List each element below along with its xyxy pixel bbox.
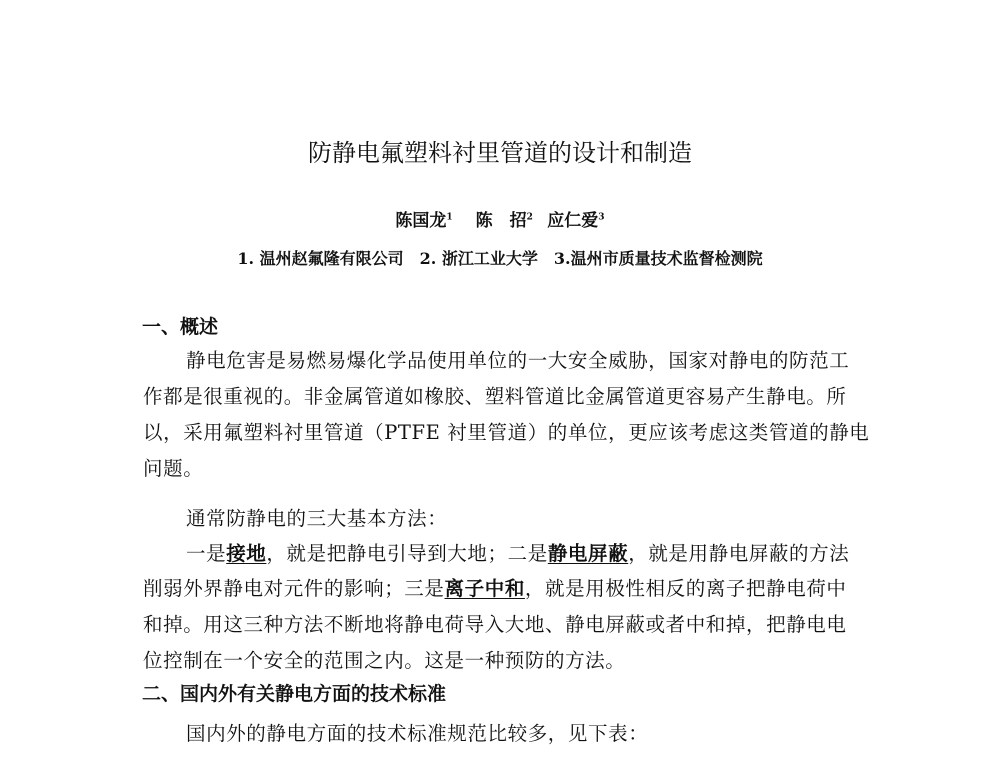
term-ion-neutralization: 离子中和	[444, 577, 525, 600]
author-name: 陈 招	[475, 211, 527, 231]
paragraph-line: 静电危害是易燃易爆化学品使用单位的一大安全威胁，国家对静电的防范工	[186, 349, 850, 372]
author-mark: 3	[598, 212, 605, 223]
text: ，就是用静电屏蔽的方法	[628, 542, 850, 565]
affiliations: 1. 温州赵氟隆有限公司 2. 浙江工业大学 3.温州市质量技术监督检测院	[237, 249, 763, 268]
authors	[0, 206, 1000, 231]
paragraph-line: 作都是很重视的。非金属管道如橡胶、塑料管道比金属管道更容易产生静电。所	[143, 385, 847, 408]
text: ，就是把静电引导到大地；二是	[266, 542, 548, 565]
author-name: 陈国龙	[395, 211, 447, 231]
paragraph-line	[186, 538, 849, 566]
author-mark: 2	[526, 212, 533, 223]
paragraph-line: 国内外的静电方面的技术标准规范比较多，见下表：	[186, 722, 649, 745]
section-heading-overview: 一、概述	[142, 316, 219, 338]
term-grounding: 接地	[226, 542, 267, 565]
text: 一是	[186, 542, 227, 565]
text: 削弱外界静电对元件的影响；三是	[143, 577, 445, 600]
paragraph-line: 以，采用氟塑料衬里管道（PTFE 衬里管道）的单位，更应该考虑这类管道的静电	[143, 421, 870, 444]
document-title: 防静电氟塑料衬里管道的设计和制造	[308, 139, 692, 167]
section-heading-standards: 二、国内外有关静电方面的技术标准	[142, 683, 447, 705]
paragraph-line: 和掉。用这三种方法不断地将静电荷导入大地、静电屏蔽或者中和掉，把静电电	[143, 613, 847, 636]
paragraph-line: 问题。	[143, 457, 204, 480]
paragraph-line	[143, 573, 847, 601]
author-name: 应仁爱	[547, 211, 599, 231]
paragraph-line: 通常防静电的三大基本方法：	[186, 507, 448, 530]
term-shielding: 静电屏蔽	[547, 542, 629, 565]
paragraph-line: 位控制在一个安全的范围之内。这是一种预防的方法。	[143, 649, 626, 672]
text: ，就是用极性相反的离子把静电荷中	[524, 577, 847, 600]
author-mark: 1	[446, 212, 453, 223]
